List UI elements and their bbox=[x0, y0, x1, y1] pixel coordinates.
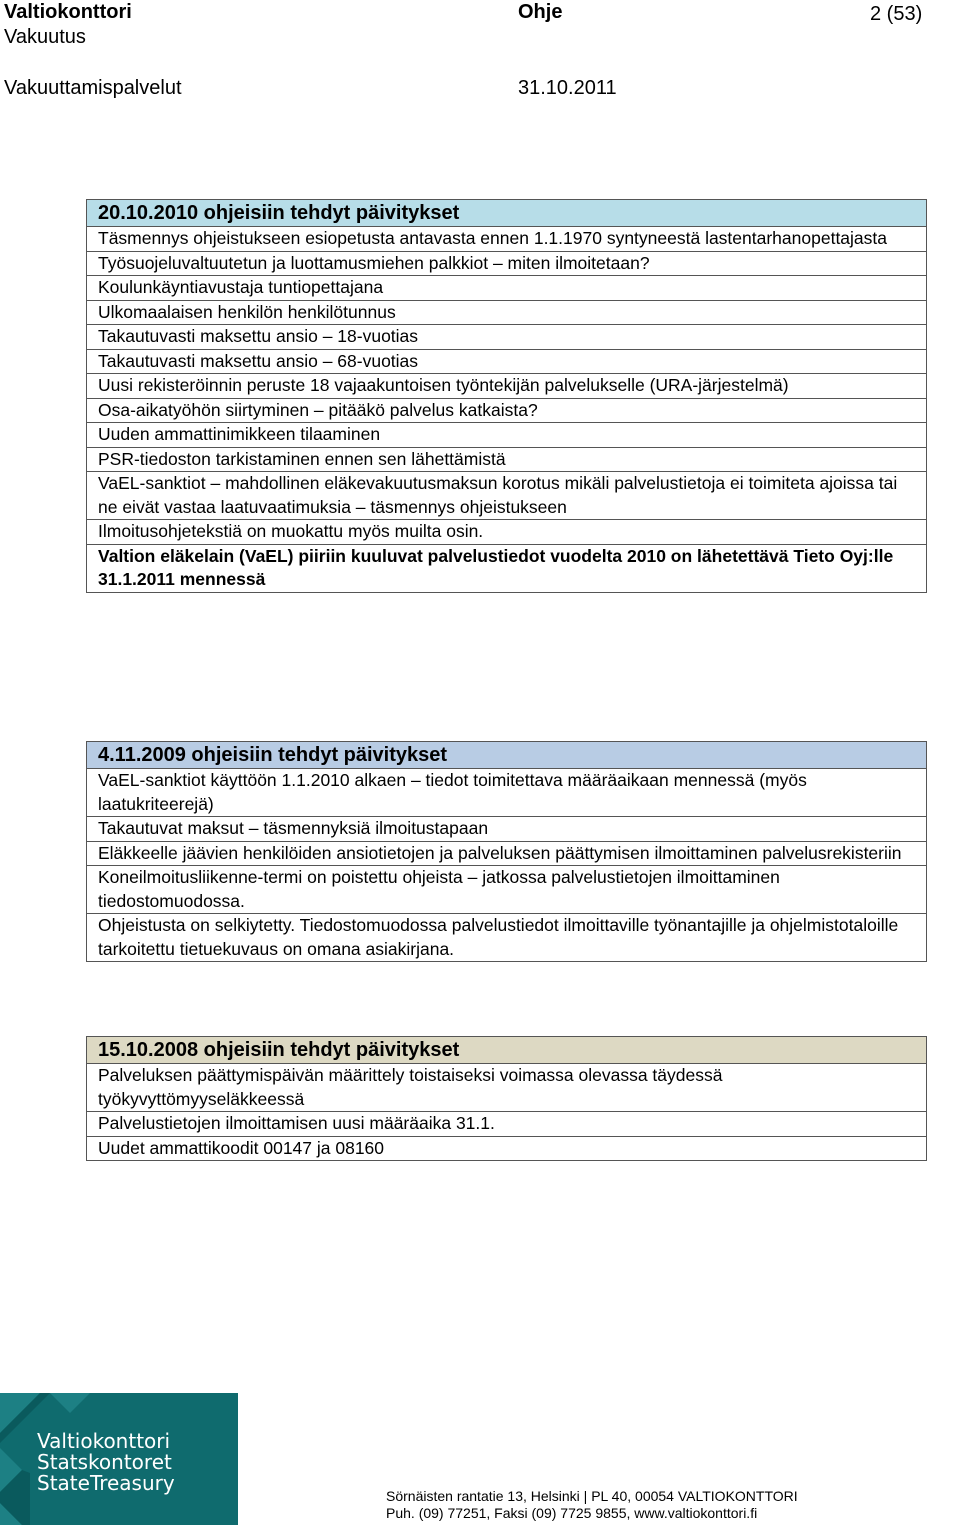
table-row: Työsuojeluvaltuutetun ja luottamusmiehen palkkiot – miten ilmoitetaan? bbox=[87, 251, 927, 276]
table-row: Palvelustietojen ilmoittamisen uusi määräaika 31.1. bbox=[87, 1112, 927, 1137]
header-doc-type: Ohje bbox=[518, 1, 563, 23]
valtiokonttori-logo bbox=[0, 1393, 238, 1525]
table-row: Koulunkäyntiavustaja tuntiopettajana bbox=[87, 276, 927, 301]
table-row: VaEL-sanktiot käyttöön 1.1.2010 alkaen – tiedot toimitettava määräaikaan mennessä (myös laatukriteerejä) bbox=[87, 769, 927, 817]
header-date: 31.10.2011 bbox=[518, 77, 617, 99]
table-row: Uudet ammattikoodit 00147 ja 08160 bbox=[87, 1136, 927, 1161]
table-row: Uusi rekisteröinnin peruste 18 vajaakuntoisen työntekijän palvelukselle (URA-järjestelmä) bbox=[87, 374, 927, 399]
footer-contact: Puh. (09) 77251, Faksi (09) 7725 9855, www.valtiokonttori.fi bbox=[386, 1505, 758, 1521]
logo-line-en: StateTreasury bbox=[37, 1471, 175, 1495]
table-row: Täsmennys ohjeistukseen esiopetusta antavasta ennen 1.1.1970 syntyneestä lastentarhanopettajasta bbox=[87, 227, 927, 252]
table-row: Ulkomaalaisen henkilön henkilötunnus bbox=[87, 300, 927, 325]
footer-address: Sörnäisten rantatie 13, Helsinki | PL 40, 00054 VALTIOKONTTORI bbox=[386, 1488, 798, 1504]
header-org: Valtiokonttori bbox=[4, 1, 132, 23]
table-row: Ohjeistusta on selkiytetty. Tiedostomuodossa palvelustiedot ilmoittaville työnantajille ja ohjelmistotaloille tarkoitettu tietuekuvaus on omana asiakirjana. bbox=[87, 914, 927, 962]
logo-line-fi: Valtiokonttori bbox=[37, 1429, 171, 1453]
section-title: 15.10.2008 ohjeisiin tehdyt päivitykset bbox=[87, 1037, 927, 1064]
update-table-2009 bbox=[86, 741, 927, 962]
table-row: Osa-aikatyöhön siirtyminen – pitääkö palvelus katkaista? bbox=[87, 398, 927, 423]
section-title: 20.10.2010 ohjeisiin tehdyt päivitykset bbox=[87, 200, 927, 227]
table-row: Ilmoitusohjetekstiä on muokattu myös muilta osin. bbox=[87, 520, 927, 545]
header-unit: Vakuuttamispalvelut bbox=[4, 77, 182, 99]
table-row: VaEL-sanktiot – mahdollinen eläkevakuutusmaksun korotus mikäli palvelustietoja ei toimiteta ajoissa tai ne eivät vastaa laatuvaatimuksia – täsmennys ohjeistukseen bbox=[87, 472, 927, 520]
table-row: Takautuvasti maksettu ansio – 68-vuotias bbox=[87, 349, 927, 374]
header-page-number: 2 (53) bbox=[870, 3, 923, 25]
logo-text bbox=[37, 1431, 175, 1494]
table-row: Takautuvasti maksettu ansio – 18-vuotias bbox=[87, 325, 927, 350]
table-row: PSR-tiedoston tarkistaminen ennen sen lähettämistä bbox=[87, 447, 927, 472]
section-title: 4.11.2009 ohjeisiin tehdyt päivitykset bbox=[87, 742, 927, 769]
header-subject: Vakuutus bbox=[4, 26, 86, 48]
table-row: Eläkkeelle jäävien henkilöiden ansiotietojen ja palveluksen päättymisen ilmoittaminen palvelusrekisteriin bbox=[87, 841, 927, 866]
logo-line-sv: Statskontoret bbox=[37, 1450, 172, 1474]
update-table-2010 bbox=[86, 199, 927, 593]
table-row: Koneilmoitusliikenne-termi on poistettu ohjeista – jatkossa palvelustietojen ilmoittaminen tiedostomuodossa. bbox=[87, 866, 927, 914]
update-table-2008 bbox=[86, 1036, 927, 1161]
table-row: Uuden ammattinimikkeen tilaaminen bbox=[87, 423, 927, 448]
table-row: Palveluksen päättymispäivän määrittely toistaiseksi voimassa olevassa täydessä työkyvyttömyyseläkkeessä bbox=[87, 1064, 927, 1112]
table-row-deadline: Valtion eläkelain (VaEL) piiriin kuuluvat palvelustiedot vuodelta 2010 on lähetettävä Tieto Oyj:lle 31.1.2011 mennessä bbox=[87, 544, 927, 592]
table-row: Takautuvat maksut – täsmennyksiä ilmoitustapaan bbox=[87, 817, 927, 842]
